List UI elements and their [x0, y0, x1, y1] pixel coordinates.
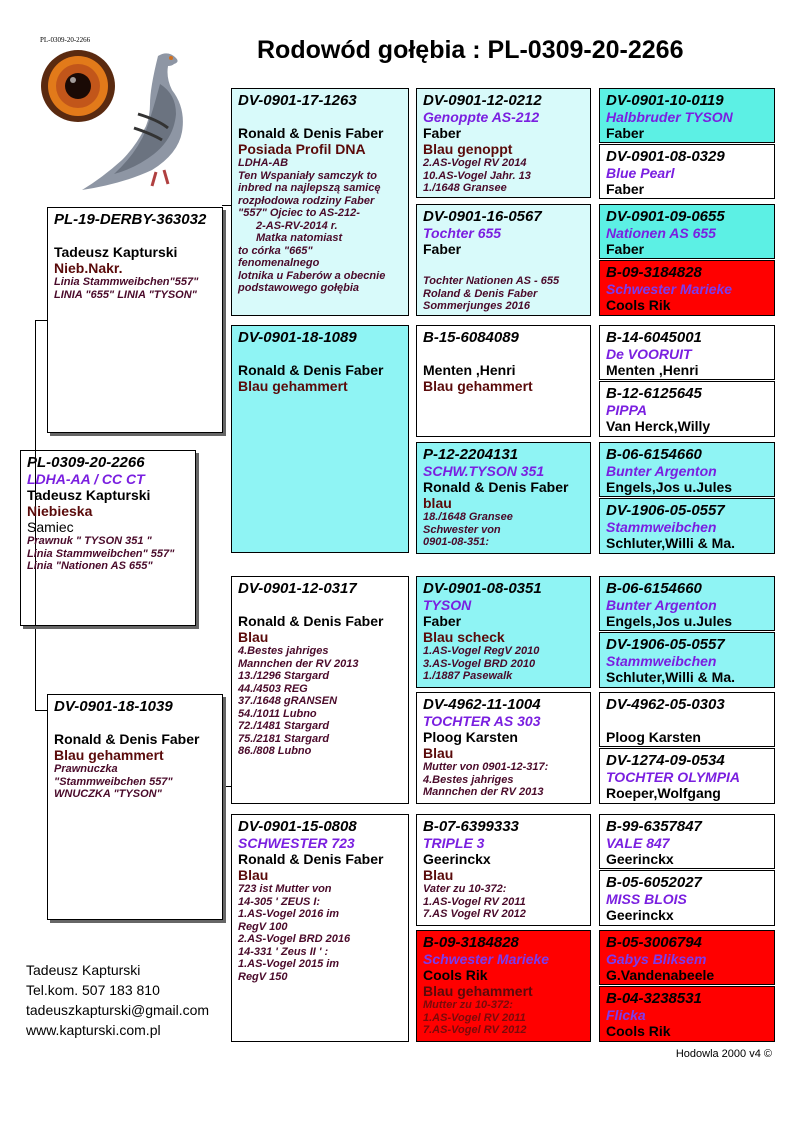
color: Blau scheck [423, 629, 505, 645]
owner: Ronald & Denis Faber [423, 479, 569, 495]
owner: Faber [423, 613, 462, 629]
note: 1.AS-Vogel RegV 2010 [423, 645, 540, 657]
note: 2-AS-RV-2014 r. [256, 219, 338, 232]
contact-name: Tadeusz Kapturski [26, 962, 141, 978]
ring-number: DV-1274-09-0534 [606, 752, 725, 769]
note: 0901-08-351: [423, 536, 490, 548]
note: 1.AS-Vogel RV 2011 [423, 895, 526, 908]
pigeon-name: TRIPLE 3 [423, 835, 485, 851]
note: 1.AS-Vogel 2015 im [238, 958, 340, 970]
owner: Schluter,Willi & Ma. [606, 669, 736, 685]
ring-number: DV-0901-17-1263 [238, 92, 357, 109]
ring-number: DV-0901-12-0317 [238, 580, 357, 597]
owner: Faber [423, 125, 462, 141]
note: inbred na najlepszą samicę [238, 182, 381, 194]
owner: Engels,Jos u.Jules [606, 479, 733, 495]
pigeon-name: Gabys Bliksem [606, 951, 707, 967]
ring-number: B-14-6045001 [606, 329, 702, 346]
ring-number: B-05-3006794 [606, 934, 702, 951]
owner: Ronald & Denis Faber [238, 851, 384, 867]
note: Vater zu 10-372: [423, 883, 507, 895]
owner: Schluter,Willi & Ma. [606, 535, 736, 551]
note: 44./4503 REG [238, 682, 308, 695]
ancestor-ffm-card [416, 204, 591, 316]
pigeon-name: Genoppte AS-212 [423, 109, 540, 125]
note: 4.Bestes jahriges [423, 773, 514, 786]
note: "Stammweibchen 557" [54, 775, 173, 788]
note: 4.Bestes jahriges [238, 645, 329, 657]
ring-number: DV-1906-05-0557 [606, 636, 725, 653]
gen4-card [599, 692, 775, 747]
note: Roland & Denis Faber [423, 287, 538, 300]
ring-number: B-09-3184828 [606, 264, 702, 281]
pigeon-eye-and-bird-icon [38, 44, 198, 194]
ring-number: PL-19-DERBY-363032 [54, 211, 207, 228]
note: Mutter zu 10-372: [423, 999, 513, 1011]
pigeon-name: Flicka [606, 1007, 646, 1023]
ring-number: DV-4962-05-0303 [606, 696, 725, 713]
pigeon-name: PIPPA [606, 402, 647, 418]
owner: G.Vandenabeele [606, 967, 715, 983]
ring-number: B-04-3238531 [606, 990, 702, 1007]
color: Posiada Profil DNA [238, 141, 366, 157]
note: LINIA "655" LINIA "TYSON" [54, 288, 197, 301]
footer-credit: Hodowla 2000 v4 © [675, 1048, 772, 1060]
ring-number: B-99-6357847 [606, 818, 702, 835]
owner: Geerinckx [606, 907, 674, 923]
pigeon-name: VALE 847 [606, 835, 670, 851]
note: 2.AS-Vogel RV 2014 [423, 157, 527, 169]
note: 13./1296 Stargard [238, 670, 330, 682]
note: 7.AS Vogel RV 2012 [423, 908, 526, 920]
note: RegV 100 [238, 920, 288, 933]
pigeon-name: Blue Pearl [606, 165, 675, 181]
note: fenomenalnego [238, 257, 320, 269]
note: 723 ist Mutter von [238, 883, 332, 895]
ring-number: DV-1906-05-0557 [606, 502, 725, 519]
owner: Menten ,Henri [606, 362, 699, 378]
pigeon-name [606, 713, 768, 729]
mother-card [47, 694, 223, 920]
owner: Faber [606, 181, 645, 197]
ancestor-fmf-card [416, 325, 591, 437]
note: 54./1011 Lubno [238, 707, 317, 720]
owner: Ploog Karsten [606, 729, 701, 745]
note: Prawnuk " TYSON 351 " [27, 535, 152, 547]
ring-number: DV-0901-16-0567 [423, 208, 542, 225]
ring-number: DV-0901-18-1089 [238, 329, 357, 346]
gen4-card [599, 260, 775, 316]
color: Blau gehammert [238, 378, 348, 394]
ring-number: DV-0901-12-0212 [423, 92, 542, 109]
father-card [47, 207, 223, 433]
note: Linia Stammweibchen" 557" [27, 547, 175, 560]
gen4-card [599, 204, 775, 259]
pigeon-name: Schwester Marieke [606, 281, 733, 297]
note: Prawnuczka [54, 763, 118, 775]
owner: Ronald & Denis Faber [238, 613, 384, 629]
note: Mutter von 0901-12-317: [423, 761, 549, 773]
gen4-card [599, 814, 775, 869]
note: Matka natomiast [256, 232, 343, 244]
color: Blau gehammert [423, 983, 533, 999]
gen4-card [599, 498, 775, 554]
gen4-card [599, 576, 775, 631]
note: 1./1648 Gransee [423, 182, 507, 194]
color: blau [423, 495, 452, 511]
ring-number: P-12-2204131 [423, 446, 519, 463]
color: Niebieska [27, 503, 93, 519]
color: Blau [423, 867, 454, 883]
note: podstawowego gołębia [238, 282, 360, 294]
pigeon-name: TYSON [423, 597, 472, 613]
grandfather-ff-card [231, 88, 409, 316]
ring-number: B-05-6052027 [606, 874, 702, 891]
note: lotnika u Faberów a obecnie [238, 269, 386, 282]
page-title: Rodowód gołębia : PL-0309-20-2266 [257, 36, 684, 64]
gen4-card [599, 930, 775, 985]
note: to córka "665" [238, 244, 313, 257]
note: Sommerjunges 2016 [423, 300, 530, 312]
gen4-card [599, 325, 775, 380]
note: Mannchen der RV 2013 [423, 786, 544, 798]
pigeon-name: MISS BLOIS [606, 891, 687, 907]
ring-number: DV-0901-09-0655 [606, 208, 725, 225]
note: 14-331 ' Zeus II ' : [238, 945, 329, 958]
ring-number: B-06-6154660 [606, 580, 702, 597]
note: Tochter Nationen AS - 655 [423, 275, 560, 287]
owner: Tadeusz Kapturski [27, 487, 151, 503]
gen4-card [599, 442, 775, 497]
owner: Cools Rik [423, 967, 488, 983]
pigeon-name: De VOORUIT [606, 346, 692, 362]
grandmother-mm-card [231, 814, 409, 1042]
owner: Menten ,Henri [423, 362, 516, 378]
pigeon-name: Nationen AS 655 [606, 225, 716, 241]
note: Ten Wspaniały samczyk to [238, 169, 377, 182]
owner: Cools Rik [606, 1023, 671, 1039]
owner: Ronald & Denis Faber [238, 362, 384, 378]
owner: Ronald & Denis Faber [238, 125, 384, 141]
note: 2.AS-Vogel BRD 2016 [238, 933, 351, 945]
ancestor-mfm-card [416, 692, 591, 804]
note: Linia Stammweibchen"557" [54, 276, 199, 288]
sex: Samiec [27, 519, 74, 535]
owner: Ploog Karsten [423, 729, 518, 745]
grandmother-fm-card [231, 325, 409, 553]
note: Linia "Nationen AS 655" [27, 560, 153, 572]
pigeon-photo [38, 36, 198, 186]
owner: Tadeusz Kapturski [54, 244, 178, 260]
note: LDHA-AB [238, 157, 289, 169]
note: 1.AS-Vogel RV 2011 [423, 1011, 526, 1024]
owner: Van Herck,Willy [606, 418, 711, 434]
note: 1./1887 Pasewalk [423, 670, 513, 682]
note: 18./1648 Gransee [423, 511, 513, 523]
contact-phone: Tel.kom. 507 183 810 [26, 982, 160, 998]
owner: Cools Rik [606, 297, 671, 313]
owner: Engels,Jos u.Jules [606, 613, 733, 629]
note: 14-305 ' ZEUS I: [238, 895, 321, 908]
pigeon-name: SCHWESTER 723 [238, 835, 355, 851]
pigeon-name: Stammweibchen [606, 519, 717, 535]
grandfather-mf-card [231, 576, 409, 804]
gen4-card [599, 144, 775, 199]
ring-number: DV-0901-08-0329 [606, 148, 725, 165]
note: 75./2181 Stargard [238, 732, 330, 745]
color: Blau gehammert [423, 378, 533, 394]
pigeon-name: Stammweibchen [606, 653, 717, 669]
color: Nieb.Nakr. [54, 260, 123, 276]
note: 86./808 Lubno [238, 745, 312, 757]
gen4-card [599, 748, 775, 804]
owner: Geerinckx [606, 851, 674, 867]
pigeon-name: Schwester Marieke [423, 951, 550, 967]
gen4-card [599, 381, 775, 437]
owner: Ronald & Denis Faber [54, 731, 200, 747]
color: Blau gehammert [54, 747, 164, 763]
owner: Geerinckx [423, 851, 491, 867]
color: Blau [238, 629, 269, 645]
ring-number: DV-4962-11-1004 [423, 696, 541, 713]
note: Schwester von [423, 523, 501, 536]
color: Blau [423, 745, 454, 761]
pigeon-name: TOCHTER AS 303 [423, 713, 541, 729]
ring-number: DV-0901-08-0351 [423, 580, 542, 597]
ancestor-mmf-card [416, 814, 591, 926]
ring-number: DV-0901-10-0119 [606, 92, 724, 109]
gen4-card [599, 986, 775, 1042]
ancestor-fff-card [416, 88, 591, 198]
note: 10.AS-Vogel Jahr. 13 [423, 169, 531, 182]
note: 1.AS-Vogel 2016 im [238, 908, 340, 920]
pigeon-name: Bunter Argenton [606, 463, 717, 479]
note: "557" Ojciec to AS-212- [238, 207, 360, 219]
note: 72./1481 Stargard [238, 720, 330, 732]
contact-email[interactable]: tadeuszkapturski@gmail.com [26, 1002, 210, 1018]
owner: Faber [606, 125, 645, 141]
note: rozpłodowa rodziny Faber [238, 194, 375, 207]
pigeon-name: SCHW.TYSON 351 [423, 463, 545, 479]
main-pigeon-card [20, 450, 196, 626]
pigeon-name: Halbbruder TYSON [606, 109, 733, 125]
note: RegV 150 [238, 970, 288, 983]
gen4-card [599, 632, 775, 688]
ring-number: B-15-6084089 [423, 329, 519, 346]
ring-number: DV-0901-18-1039 [54, 698, 173, 715]
ring-number: B-09-3184828 [423, 934, 519, 951]
pigeon-name: Bunter Argenton [606, 597, 717, 613]
note: 3.AS-Vogel BRD 2010 [423, 657, 536, 670]
gen4-card [599, 870, 775, 926]
gen4-card [599, 88, 775, 143]
ring-number: PL-0309-20-2266 [27, 454, 145, 471]
owner: Roeper,Wolfgang [606, 785, 721, 801]
note: Mannchen der RV 2013 [238, 657, 359, 670]
ring-number: B-06-6154660 [606, 446, 702, 463]
photo-label: PL-0309-20-2266 [40, 36, 91, 44]
ring-number: B-07-6399333 [423, 818, 519, 835]
owner: Faber [606, 241, 645, 257]
ancestor-mmm-card [416, 930, 591, 1042]
color: Blau genoppt [423, 141, 513, 157]
contact-block [26, 960, 209, 1040]
contact-website[interactable]: www.kapturski.com.pl [26, 1022, 161, 1038]
ancestor-mff-card [416, 576, 591, 688]
note: 37./1648 gRANSEN [238, 695, 338, 707]
note: WNUCZKA "TYSON" [54, 788, 162, 800]
pigeon-name: TOCHTER OLYMPIA [606, 769, 741, 785]
pigeon-name: LDHA-AA / CC CT [27, 471, 145, 487]
ancestor-fmm-card [416, 442, 591, 554]
pigeon-name: Tochter 655 [423, 225, 502, 241]
color: Blau [238, 867, 269, 883]
ring-number: DV-0901-15-0808 [238, 818, 357, 835]
owner: Faber [423, 241, 462, 257]
ring-number: B-12-6125645 [606, 385, 702, 402]
note: 7.AS-Vogel RV 2012 [423, 1024, 527, 1036]
